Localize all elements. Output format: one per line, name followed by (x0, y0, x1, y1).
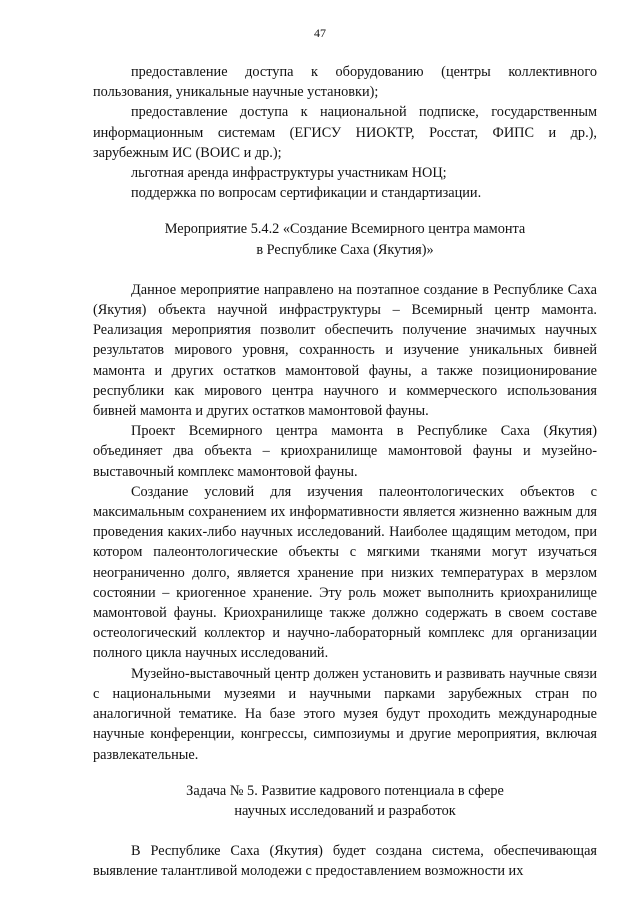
task-heading-line: Задача № 5. Развитие кадрового потенциала в сфере (186, 782, 504, 799)
list-item: предоставление доступа к национальной подписке, государственным информационным системам (ЕГИСУ НИОКТР, Росстат, ФИПС и др.), зарубежным ИС (ВОИС и др.); (93, 104, 597, 161)
list-item: предоставление доступа к оборудованию (центры коллективного пользования, уникальные научные установки); (93, 64, 597, 101)
paragraph: Музейно-выставочный центр должен установить и развивать научные связи с национальными музеями и научными парками зарубежных стран по аналогичной тематике. На базе этого музея будут проходить международные научные конференции, конгрессы, симпозиумы и другие мероприятия, включая развлекательные. (93, 665, 597, 763)
paragraph: Проект Всемирного центра мамонта в Республике Саха (Якутия) объединяет два объекта – криохранилище мамонтовой фауны и музейно-выставочный комплекс мамонтовой фауны. (93, 423, 597, 480)
page-number: 47 (314, 26, 326, 40)
document-body (93, 62, 597, 882)
task-heading (93, 781, 597, 821)
task-heading-line: научных исследований и разработок (234, 802, 456, 819)
section-heading (93, 219, 597, 259)
list-item: поддержка по вопросам сертификации и стандартизации. (131, 185, 482, 202)
section-heading-line: в Республике Саха (Якутия)» (256, 241, 434, 258)
paragraph: Создание условий для изучения палеонтологических объектов с максимальным сохранением их информативности является жизненно важным для проведения каких-либо научных исследований. Наиболее щадящим методом, при котором палеонтологические объекты с мягкими тканями могут изучаться неограниченно долго, является хранение при низких температурах в мерзлом состоянии – криогенное хранение. Эту роль может выполнить криохранилище мамонтовой фауны. Криохранилище также должно содержать в своем составе остеологический коллектор и научно-лабораторный комплекс для организации полного цикла научных исследований. (93, 483, 597, 662)
paragraph: Данное мероприятие направлено на поэтапное создание в Республике Саха (Якутия) объекта научной инфраструктуры – Всемирный центр мамонта. Реализация мероприятия позволит обеспечить получение значимых научных результатов мирового уровня, сохранность и изучение уникальных бивней мамонта и других остатков мамонтовой фауны, а также позиционирование республики как мирового центра научного и коммерческого использования бивней мамонта и других остатков мамонтовой фауны. (93, 281, 597, 420)
paragraph: В Республике Саха (Якутия) будет создана система, обеспечивающая выявление талантливой молодежи с предоставлением возможности их (93, 843, 597, 880)
section-heading-line: Мероприятие 5.4.2 «Создание Всемирного центра мамонта (164, 221, 526, 238)
list-item: льготная аренда инфраструктуры участникам НОЦ; (131, 165, 447, 182)
